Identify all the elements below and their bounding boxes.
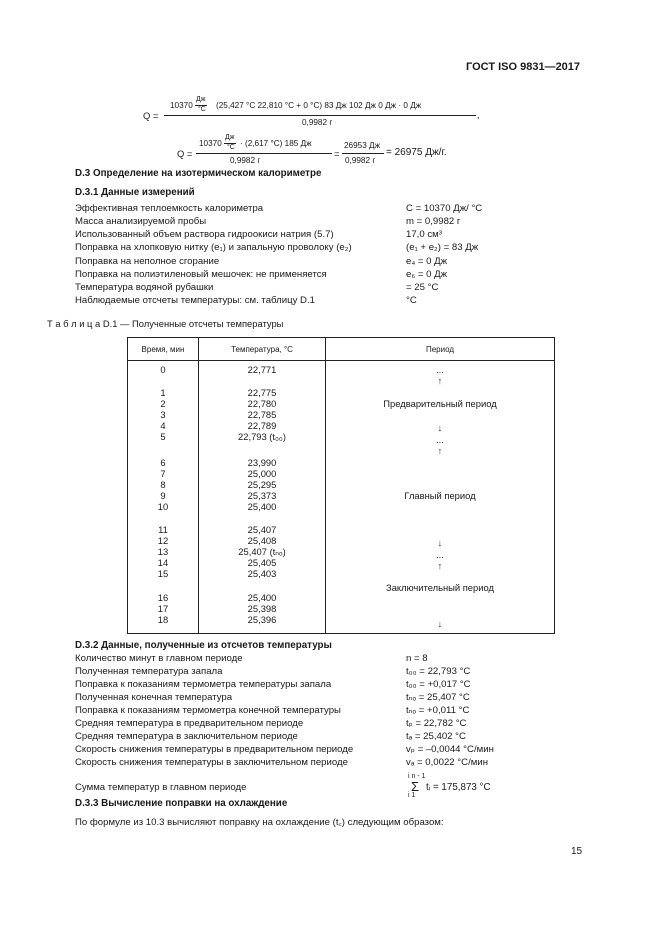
- derived-value: vₐ = 0,0022 °С/мин: [406, 757, 488, 768]
- ellipsis: ...: [436, 549, 444, 560]
- measurement-label: Использованный объем раствора гидроокиси натрия (5.7): [75, 229, 334, 240]
- section-d33-title: D.3.3 Вычисление поправки на охлаждение: [75, 798, 288, 809]
- derived-label: Полученная температура запала: [75, 666, 223, 677]
- temperature-cell: 22,775: [247, 387, 277, 398]
- formula-eq: =: [334, 148, 340, 159]
- measurement-label: Поправка на хлопковую нитку (e₁) и запальную проволоку (e₂): [75, 242, 352, 253]
- unit-num: Дж: [196, 96, 206, 103]
- derived-value: n = 8: [406, 653, 428, 664]
- measurement-label: Температура водяной рубашки: [75, 282, 214, 293]
- derived-label: Средняя температура в предварительном периоде: [75, 718, 304, 729]
- measurement-value: e₆ = 0 Дж: [406, 269, 448, 280]
- time-cell: 16: [157, 592, 169, 603]
- derived-value: t₀₀ = +0,017 °С: [406, 679, 471, 690]
- temperature-cell: 25,400: [247, 592, 277, 603]
- formula-lhs: Q =: [143, 110, 159, 121]
- formula-tail: ,: [477, 109, 480, 120]
- measurement-value: (e₁ + e₂) = 83 Дж: [406, 242, 479, 253]
- unit-den: °С: [227, 144, 235, 151]
- temperature-cell: 22,785: [247, 409, 277, 420]
- formula-num-a: 10370: [170, 101, 193, 110]
- derived-label: Количество минут в главном периоде: [75, 653, 243, 664]
- derived-value: tₐ = 25,402 °С: [406, 731, 466, 742]
- temperature-cell: 25,396: [247, 614, 277, 625]
- time-cell: 15: [157, 568, 169, 579]
- derived-value: tₚ = 22,782 °С: [406, 718, 467, 729]
- section-d3-title: D.3 Определение на изотермическом калориметре: [75, 168, 322, 179]
- ellipsis: ...: [436, 434, 444, 445]
- arrow-up-icon: ↑: [437, 375, 443, 386]
- measurement-value: e₄ = 0 Дж: [406, 256, 448, 267]
- time-cell: 8: [160, 479, 166, 490]
- time-cell: 1: [160, 387, 166, 398]
- temperature-cell: 22,780: [247, 398, 277, 409]
- time-cell: 14: [157, 557, 169, 568]
- period-column: [326, 361, 554, 633]
- header-temperature: Температура, °С: [199, 338, 326, 361]
- measurement-label: Эффективная теплоемкость калориметра: [75, 203, 264, 214]
- arrow-down-icon: ↓: [437, 422, 443, 433]
- formula-den: 0,9982 г: [230, 156, 261, 165]
- time-cell: 13: [157, 546, 169, 557]
- time-cell: 4: [160, 420, 166, 431]
- time-cell: 3: [160, 409, 166, 420]
- temperature-cell: 25,407: [247, 524, 277, 535]
- temperature-cell: 25,408: [247, 535, 277, 546]
- time-cell: 9: [160, 490, 166, 501]
- measurement-value: = 25 °С: [406, 282, 439, 293]
- temperature-cell: 25,407 (tₙₒ): [238, 546, 286, 557]
- measurement-list: [75, 203, 575, 307]
- temperature-column: [199, 361, 325, 633]
- arrow-down-icon: ↓: [437, 537, 443, 548]
- sigma-symbol: Σ: [411, 779, 420, 794]
- measurement-label: Масса анализируемой пробы: [75, 216, 207, 227]
- sum-upper-limit: i n - 1: [408, 773, 426, 780]
- temperature-cell: 25,000: [247, 468, 277, 479]
- temperature-cell: 25,403: [247, 568, 277, 579]
- temperature-cell: 22,793 (t₀₀): [238, 431, 286, 442]
- derived-value: t₀₀ = 22,793 °С: [406, 666, 471, 677]
- temperature-cell: 22,771: [247, 364, 277, 375]
- derived-label: Скорость снижения температуры в предварительном периоде: [75, 744, 354, 755]
- measurement-value: m = 0,9982 г: [406, 216, 461, 227]
- time-cell: 5: [160, 431, 166, 442]
- temperature-cell: 23,990: [247, 457, 277, 468]
- sum-value: tᵢ = 175,873 °С: [426, 782, 491, 793]
- time-cell: 17: [157, 603, 169, 614]
- section-d33-text: По формуле из 10.3 вычисляют поправку на охлаждение (t꜀) следующим образом:: [75, 817, 444, 828]
- period-pre: Предварительный период: [383, 398, 497, 409]
- arrow-down-icon: ↓: [437, 618, 443, 629]
- derived-label: Полученная конечная температура: [75, 692, 233, 703]
- temperature-cell: 25,400: [247, 501, 277, 512]
- measurement-value: 17,0 см³: [406, 229, 442, 240]
- derived-data-list: [75, 653, 575, 768]
- section-d32-title: D.3.2 Данные, полученные из отсчетов температуры: [75, 640, 332, 651]
- formula-num-a: 10370: [199, 139, 222, 148]
- time-cell: 2: [160, 398, 166, 409]
- arrow-up-icon: ↑: [437, 445, 443, 456]
- period-main: Главный период: [404, 490, 476, 501]
- measurement-label: Наблюдаемые отсчеты температуры: см. таблицу D.1: [75, 295, 315, 306]
- formula-result: = 26975 Дж/г.: [386, 147, 447, 158]
- formula-num2: 26953 Дж: [344, 141, 381, 150]
- formula-lhs: Q =: [177, 148, 193, 159]
- derived-value: vₚ = –0,0044 °С/мин: [406, 744, 494, 755]
- time-cell: 0: [160, 364, 166, 375]
- formula-den2: 0,9982 г: [345, 156, 376, 165]
- time-cell: 10: [157, 501, 169, 512]
- derived-value: tₙₒ = 25,407 °С: [406, 692, 470, 703]
- sum-label: Сумма температур в главном периоде: [75, 782, 247, 793]
- derived-label: Поправка к показаниям термометра конечной температуры: [75, 705, 341, 716]
- formula-den: 0,9982 г: [302, 118, 333, 127]
- derived-value: tₙₒ = +0,011 °С: [406, 705, 470, 716]
- derived-label: Скорость снижения температуры в заключительном периоде: [75, 757, 348, 768]
- temperature-cell: 25,405: [247, 557, 277, 568]
- ellipsis: ...: [436, 364, 444, 375]
- time-cell: 12: [157, 535, 169, 546]
- temperature-table: [127, 337, 555, 634]
- measurement-value: °С: [406, 295, 417, 306]
- temperature-cell: 25,373: [247, 490, 277, 501]
- header-time: Время, мин: [128, 338, 199, 361]
- unit-den: °С: [198, 106, 206, 113]
- page-number: 15: [571, 846, 583, 857]
- time-cell: 18: [157, 614, 169, 625]
- formula-num-b: (25,427 °С 22,810 °С + 0 °С) 83 Дж 102 Дж 0 Дж · 0 Дж: [216, 101, 422, 110]
- temperature-cell: 22,789: [247, 420, 277, 431]
- period-post: Заключительный период: [386, 582, 494, 593]
- standard-header: ГОСТ ISO 9831—2017: [466, 61, 581, 73]
- measurement-value: С = 10370 Дж/ °С: [406, 203, 483, 214]
- time-column: [128, 361, 198, 633]
- time-cell: 7: [160, 468, 166, 479]
- measurement-label: Поправка на неполное сгорание: [75, 256, 220, 267]
- temperature-cell: 25,295: [247, 479, 277, 490]
- section-d31-title: D.3.1 Данные измерений: [75, 187, 195, 198]
- temperature-cell: 25,398: [247, 603, 277, 614]
- derived-label: Средняя температура в заключительном периоде: [75, 731, 298, 742]
- arrow-up-icon: ↑: [437, 560, 443, 571]
- measurement-label: Поправка на полиэтиленовый мешочек: не применяется: [75, 269, 327, 280]
- header-period: Период: [326, 338, 555, 361]
- formula-num-b: · (2,617 °С) 185 Дж: [240, 139, 312, 148]
- unit-num: Дж: [225, 134, 235, 141]
- time-cell: 11: [158, 524, 168, 535]
- table-caption: Т а б л и ц а D.1 — Полученные отсчеты температуры: [47, 318, 284, 329]
- time-cell: 6: [160, 457, 166, 468]
- sum-lower-limit: i 1: [408, 792, 416, 799]
- derived-label: Поправка к показаниям термометра температуры запала: [75, 679, 332, 690]
